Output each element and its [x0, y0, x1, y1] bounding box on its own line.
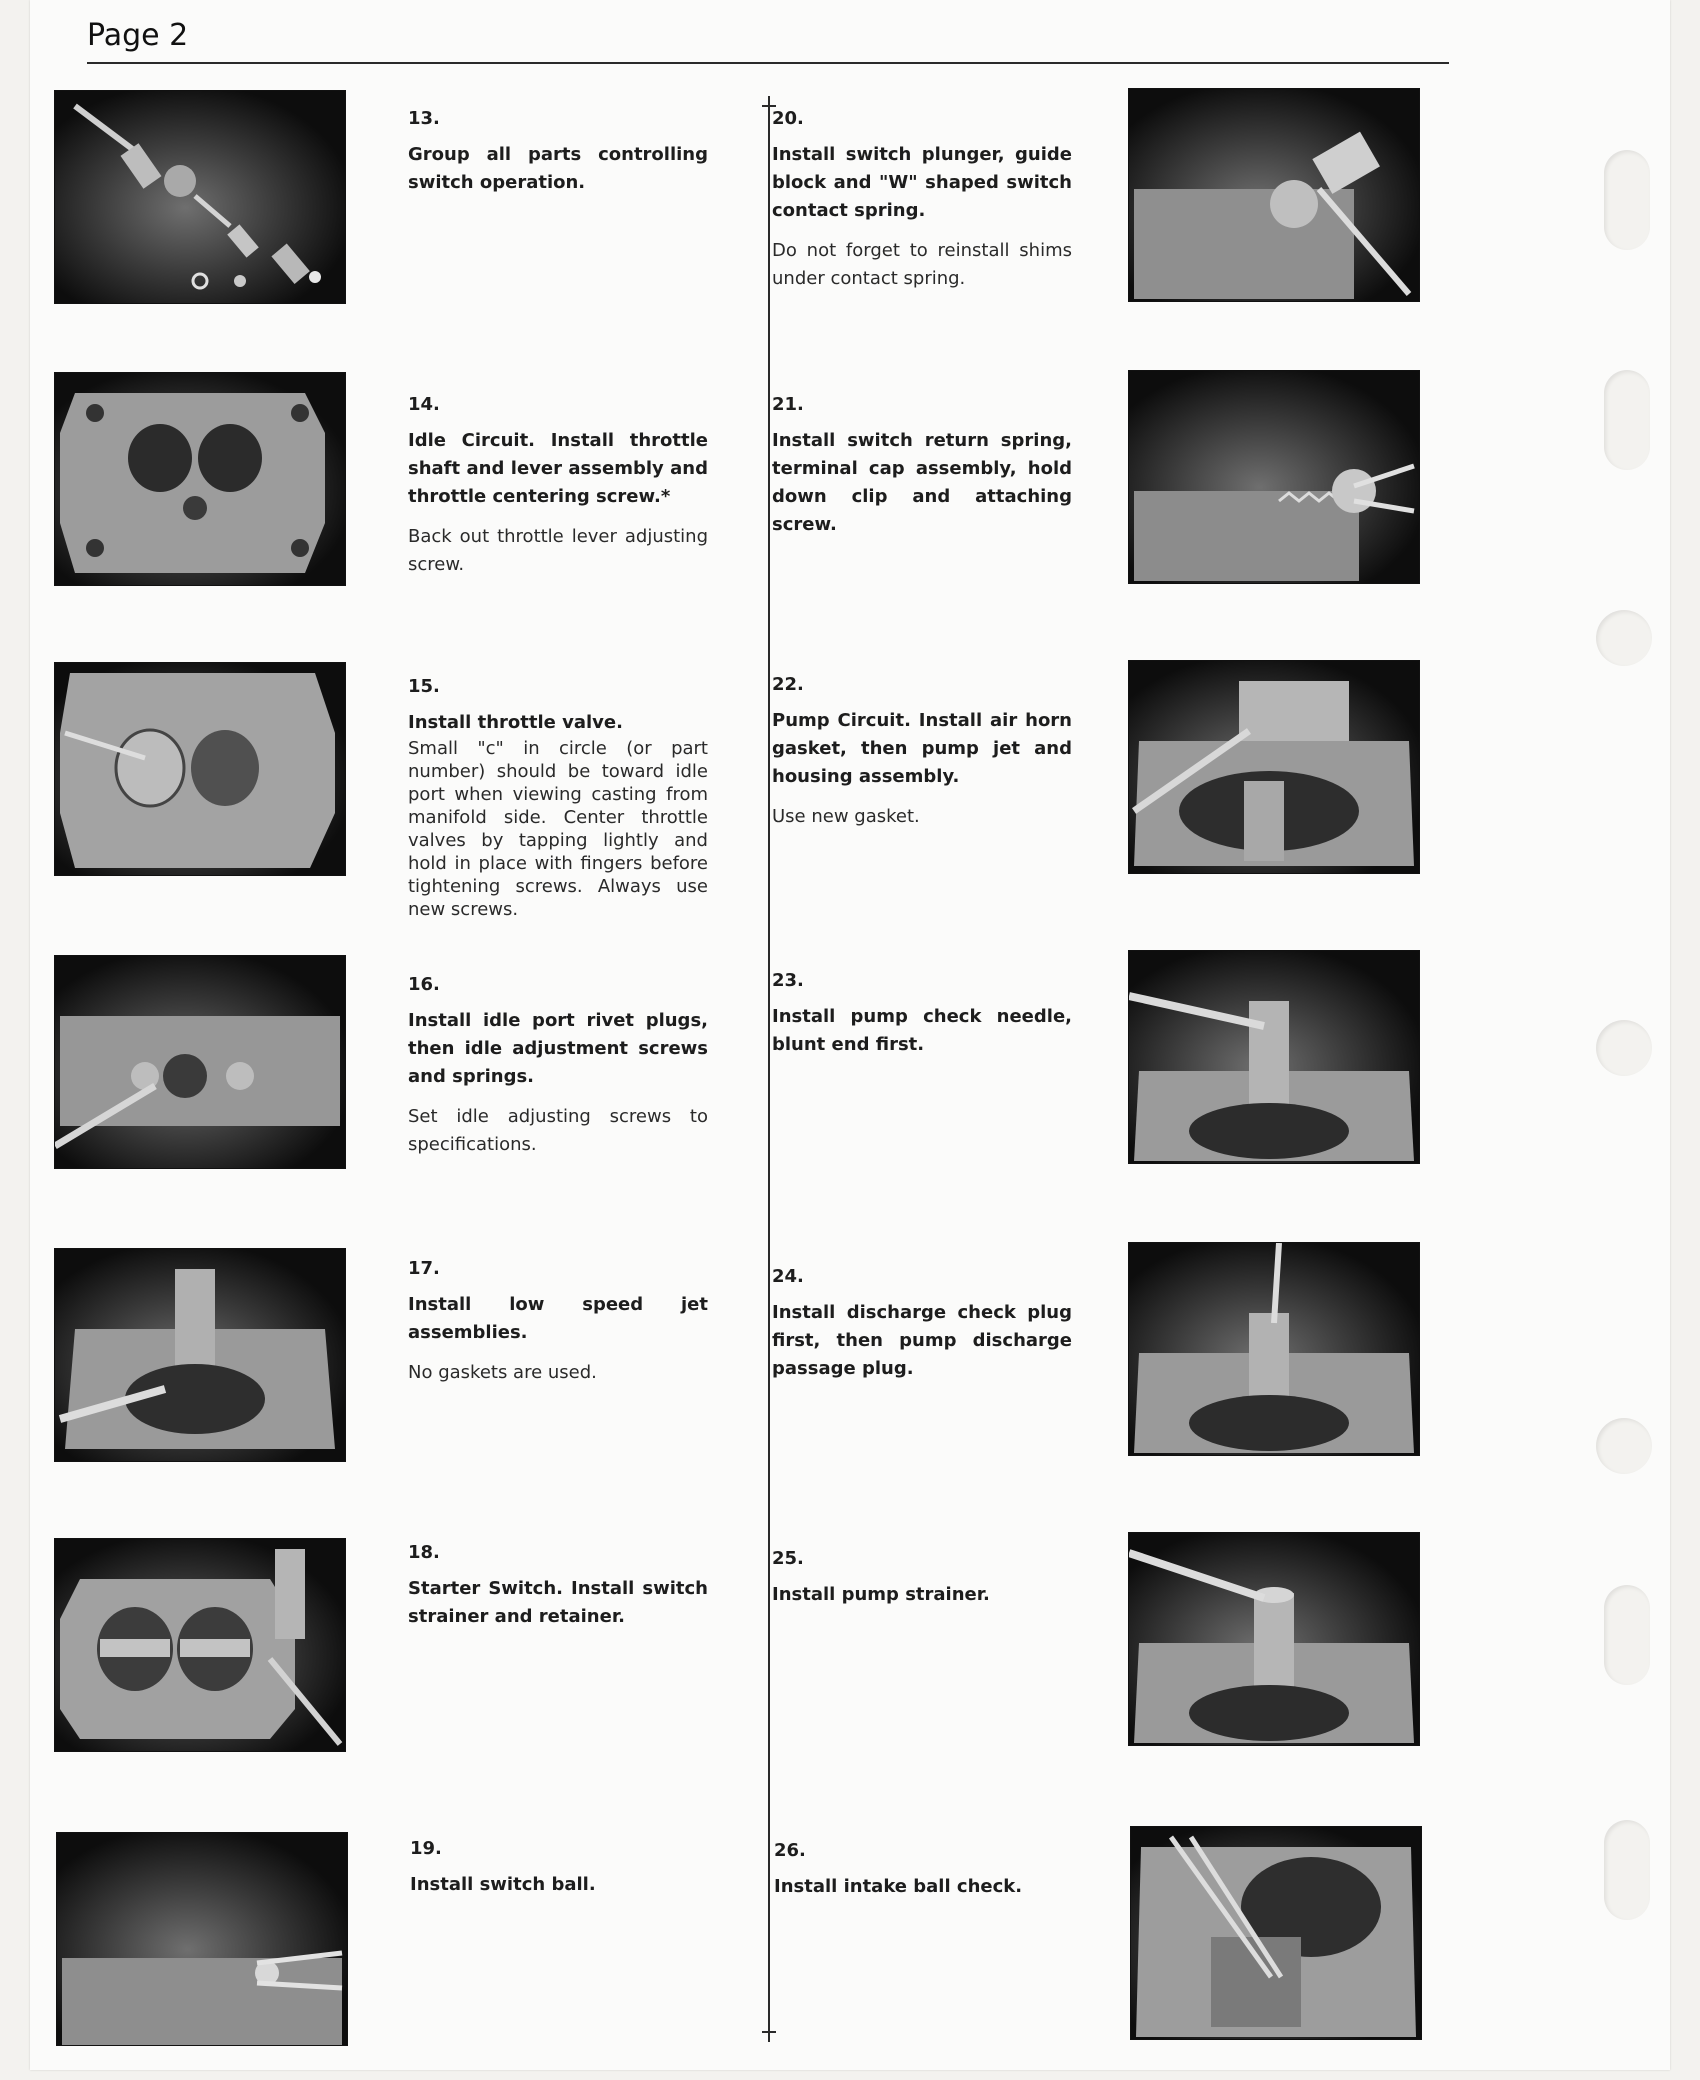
step-instruction: Install throttle valve.: [408, 712, 623, 733]
step-number: 14.: [408, 394, 440, 415]
switch-parts-icon: [55, 91, 345, 303]
step-number: 21.: [772, 394, 804, 415]
step-13-text: [408, 108, 708, 197]
column-divider: [768, 98, 770, 2038]
throttle-body-icon: [55, 373, 345, 585]
check-needle-icon: [1129, 951, 1419, 1163]
pump-housing-icon: [1129, 661, 1419, 873]
step-25-text: [772, 1548, 1072, 1609]
step-18-text: [408, 1542, 708, 1631]
step-25-photo: [1128, 1532, 1420, 1746]
step-22-photo: [1128, 660, 1420, 874]
step-instruction: Pump Circuit. Install air horn gasket, then pump jet and housing assembly.: [772, 710, 1072, 787]
step-15-photo: [54, 662, 346, 876]
binder-hole: [1604, 1585, 1650, 1685]
binder-hole: [1604, 370, 1650, 470]
starter-switch-icon: [55, 1539, 345, 1751]
step-19-photo: [56, 1832, 348, 2046]
step-23-text: [772, 970, 1072, 1059]
step-16-text: [408, 974, 708, 1159]
step-14-photo: [54, 372, 346, 586]
step-number: 19.: [410, 1838, 442, 1859]
footnote-cutoff: [360, 2052, 1260, 2072]
step-number: 20.: [772, 108, 804, 129]
step-instruction: Install intake ball check.: [774, 1876, 1023, 1897]
binder-hole: [1596, 1020, 1652, 1076]
header-rule: [87, 62, 1449, 64]
step-24-text: [772, 1266, 1072, 1383]
step-17-photo: [54, 1248, 346, 1462]
switch-ball-icon: [57, 1833, 347, 2045]
step-24-photo: [1128, 1242, 1420, 1456]
step-26-text: [774, 1840, 1074, 1901]
step-number: 23.: [772, 970, 804, 991]
step-note: Use new gasket.: [772, 806, 920, 827]
step-number: 22.: [772, 674, 804, 695]
return-spring-icon: [1129, 371, 1419, 583]
step-21-photo: [1128, 370, 1420, 584]
step-number: 24.: [772, 1266, 804, 1287]
step-instruction: Install low speed jet assemblies.: [408, 1294, 708, 1343]
discharge-plug-icon: [1129, 1243, 1419, 1455]
idle-screw-icon: [55, 956, 345, 1168]
step-instruction: Install discharge check plug first, then pump discharge passage plug.: [772, 1302, 1072, 1379]
throttle-valve-icon: [55, 663, 345, 875]
step-20-photo: [1128, 88, 1420, 302]
step-number: 15.: [408, 676, 440, 697]
step-instruction: Install switch ball.: [410, 1874, 596, 1895]
step-15-text: [408, 676, 708, 921]
registration-mark-bottom-icon: [759, 2022, 779, 2042]
step-number: 17.: [408, 1258, 440, 1279]
step-16-photo: [54, 955, 346, 1169]
step-instruction: Install switch return spring, terminal cap assembly, hold down clip and attaching screw.: [772, 430, 1072, 535]
low-speed-jet-icon: [55, 1249, 345, 1461]
intake-ball-icon: [1131, 1827, 1421, 2039]
step-instruction: Starter Switch. Install switch strainer and retainer.: [408, 1578, 708, 1627]
step-note: Small "c" in circle (or part number) should be toward idle port when viewing casting from manifold side. Center throttle valves by tapping lightly and hold in place with fingers before tightening screws. Always use new screws.: [408, 738, 708, 920]
step-18-photo: [54, 1538, 346, 1752]
step-instruction: Install idle port rivet plugs, then idle adjustment screws and springs.: [408, 1010, 708, 1087]
step-instruction: Idle Circuit. Install throttle shaft and lever assembly and throttle centering screw.*: [408, 430, 708, 507]
step-21-text: [772, 394, 1072, 539]
step-number: 16.: [408, 974, 440, 995]
step-17-text: [408, 1258, 708, 1387]
step-14-text: [408, 394, 708, 579]
page-sheet: [30, 0, 1670, 2070]
step-instruction: Install pump check needle, blunt end first.: [772, 1006, 1072, 1055]
step-note: No gaskets are used.: [408, 1362, 597, 1383]
step-note: Do not forget to reinstall shims under contact spring.: [772, 240, 1072, 289]
step-26-photo: [1130, 1826, 1422, 2040]
step-instruction: Install pump strainer.: [772, 1584, 990, 1605]
binder-hole: [1596, 1418, 1652, 1474]
binder-hole: [1596, 610, 1652, 666]
switch-plunger-icon: [1129, 89, 1419, 301]
step-note: Set idle adjusting screws to specifications.: [408, 1106, 708, 1155]
step-number: 25.: [772, 1548, 804, 1569]
binder-hole: [1604, 1820, 1650, 1920]
step-22-text: [772, 674, 1072, 831]
step-20-text: [772, 108, 1072, 293]
step-instruction: Install switch plunger, guide block and "W" shaped switch contact spring.: [772, 144, 1072, 221]
step-note: Back out throttle lever adjusting screw.: [408, 526, 708, 575]
step-number: 26.: [774, 1840, 806, 1861]
step-23-photo: [1128, 950, 1420, 1164]
step-number: 13.: [408, 108, 440, 129]
pump-strainer-icon: [1129, 1533, 1419, 1745]
step-13-photo: [54, 90, 346, 304]
step-instruction: Group all parts controlling switch operation.: [408, 144, 708, 193]
page-label: Page 2: [87, 18, 189, 53]
binder-hole: [1604, 150, 1650, 250]
step-number: 18.: [408, 1542, 440, 1563]
step-19-text: [410, 1838, 710, 1899]
